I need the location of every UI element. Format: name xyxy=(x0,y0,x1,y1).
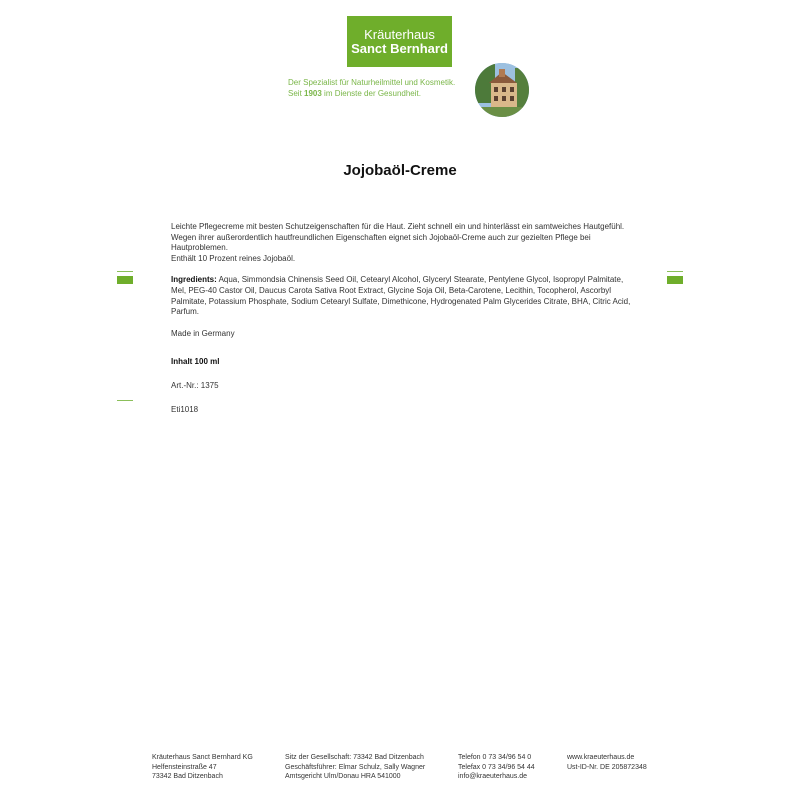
fold-mark-left xyxy=(117,276,133,284)
punch-mark-left xyxy=(117,400,133,401)
footer-contact xyxy=(458,753,535,782)
footer-court: Amtsgericht Ulm/Donau HRA 541000 xyxy=(285,773,401,781)
building-photo xyxy=(475,63,529,117)
ingredients-text: Aqua, Simmondsia Chinensis Seed Oil, Cetearyl Alcohol, Glyceryl Stearate, Pentylene Glycol, Isopropyl Palmitate, Mel, PEG-40 Castor Oil, Daucus Carota Sativa Root Extract, Glycine Soja Oil, Beta-Carotene, Lecithin, Tocopherol, Ascorbyl Palmitate, Potassium Phosphate, Sodium Cetearyl Sulfate, Dimethicone, Hydrogenated Palm Glycerides Citrate, BHA, Citric Acid, Parfum. xyxy=(171,275,631,317)
tagline-year: 1903 xyxy=(304,89,322,98)
footer-managers: Geschäftsführer: Elmar Schulz, Sally Wagner xyxy=(285,763,426,771)
ingredients-paragraph xyxy=(171,275,633,317)
footer-website-link[interactable]: www.kraeuterhaus.de xyxy=(567,754,635,761)
ingredients-label: Ingredients: xyxy=(171,275,217,285)
content-amount: Inhalt 100 ml xyxy=(171,357,220,367)
footer-legal xyxy=(285,753,425,782)
article-number: Art.-Nr.: 1375 xyxy=(171,380,219,390)
brand-tagline xyxy=(288,77,455,99)
fold-mark-right xyxy=(667,276,683,284)
origin-text: Made in Germany xyxy=(171,328,235,338)
footer-company xyxy=(152,753,253,782)
footer-email-link[interactable]: info@kraeuterhaus.de xyxy=(458,773,527,781)
footer-city: 73342 Bad Ditzenbach xyxy=(152,773,223,781)
tagline-line2 xyxy=(288,88,455,99)
fold-mark-left-line xyxy=(117,271,133,272)
footer-fax: Telefax 0 73 34/96 54 44 xyxy=(458,763,535,771)
brand-logo-line1: Kräuterhaus xyxy=(364,26,435,42)
tagline-suffix: im Dienste der Gesundheit. xyxy=(321,89,421,98)
tagline-prefix: Seit xyxy=(288,89,305,98)
footer-company-name: Kräuterhaus Sanct Bernhard KG xyxy=(152,754,253,761)
tagline-line1: Der Spezialist für Naturheilmittel und Kosmetik. xyxy=(288,78,456,87)
description-paragraph: Leichte Pflegecreme mit besten Schutzeigenschaften für die Haut. Zieht schnell ein und hinterlässt ein samtweiches Hautgefühl. Wegen ihrer außerordentlich hautfreundlichen Eigenschaften eignet sich Jojobaöl-Creme auch zur gezielten Pflege bei Hautproblemen. xyxy=(171,222,625,253)
product-title: Jojobaöl-Creme xyxy=(343,162,457,179)
label-code: Eti1018 xyxy=(171,404,199,414)
footer-vat-id: Ust-ID-Nr. DE 205872348 xyxy=(567,763,647,771)
footer-street: Helfensteinstraße 47 xyxy=(152,763,217,771)
product-content xyxy=(171,222,633,415)
brand-logo xyxy=(347,16,452,67)
footer-seat: Sitz der Gesellschaft: 73342 Bad Ditzenbach xyxy=(285,754,424,761)
brand-logo-line2: Sanct Bernhard xyxy=(351,40,448,56)
footer-web xyxy=(567,753,647,772)
description-note: Enthält 10 Prozent reines Jojobaöl. xyxy=(171,253,296,263)
fold-mark-right-line xyxy=(667,271,683,272)
footer-phone: Telefon 0 73 34/96 54 0 xyxy=(458,754,532,761)
